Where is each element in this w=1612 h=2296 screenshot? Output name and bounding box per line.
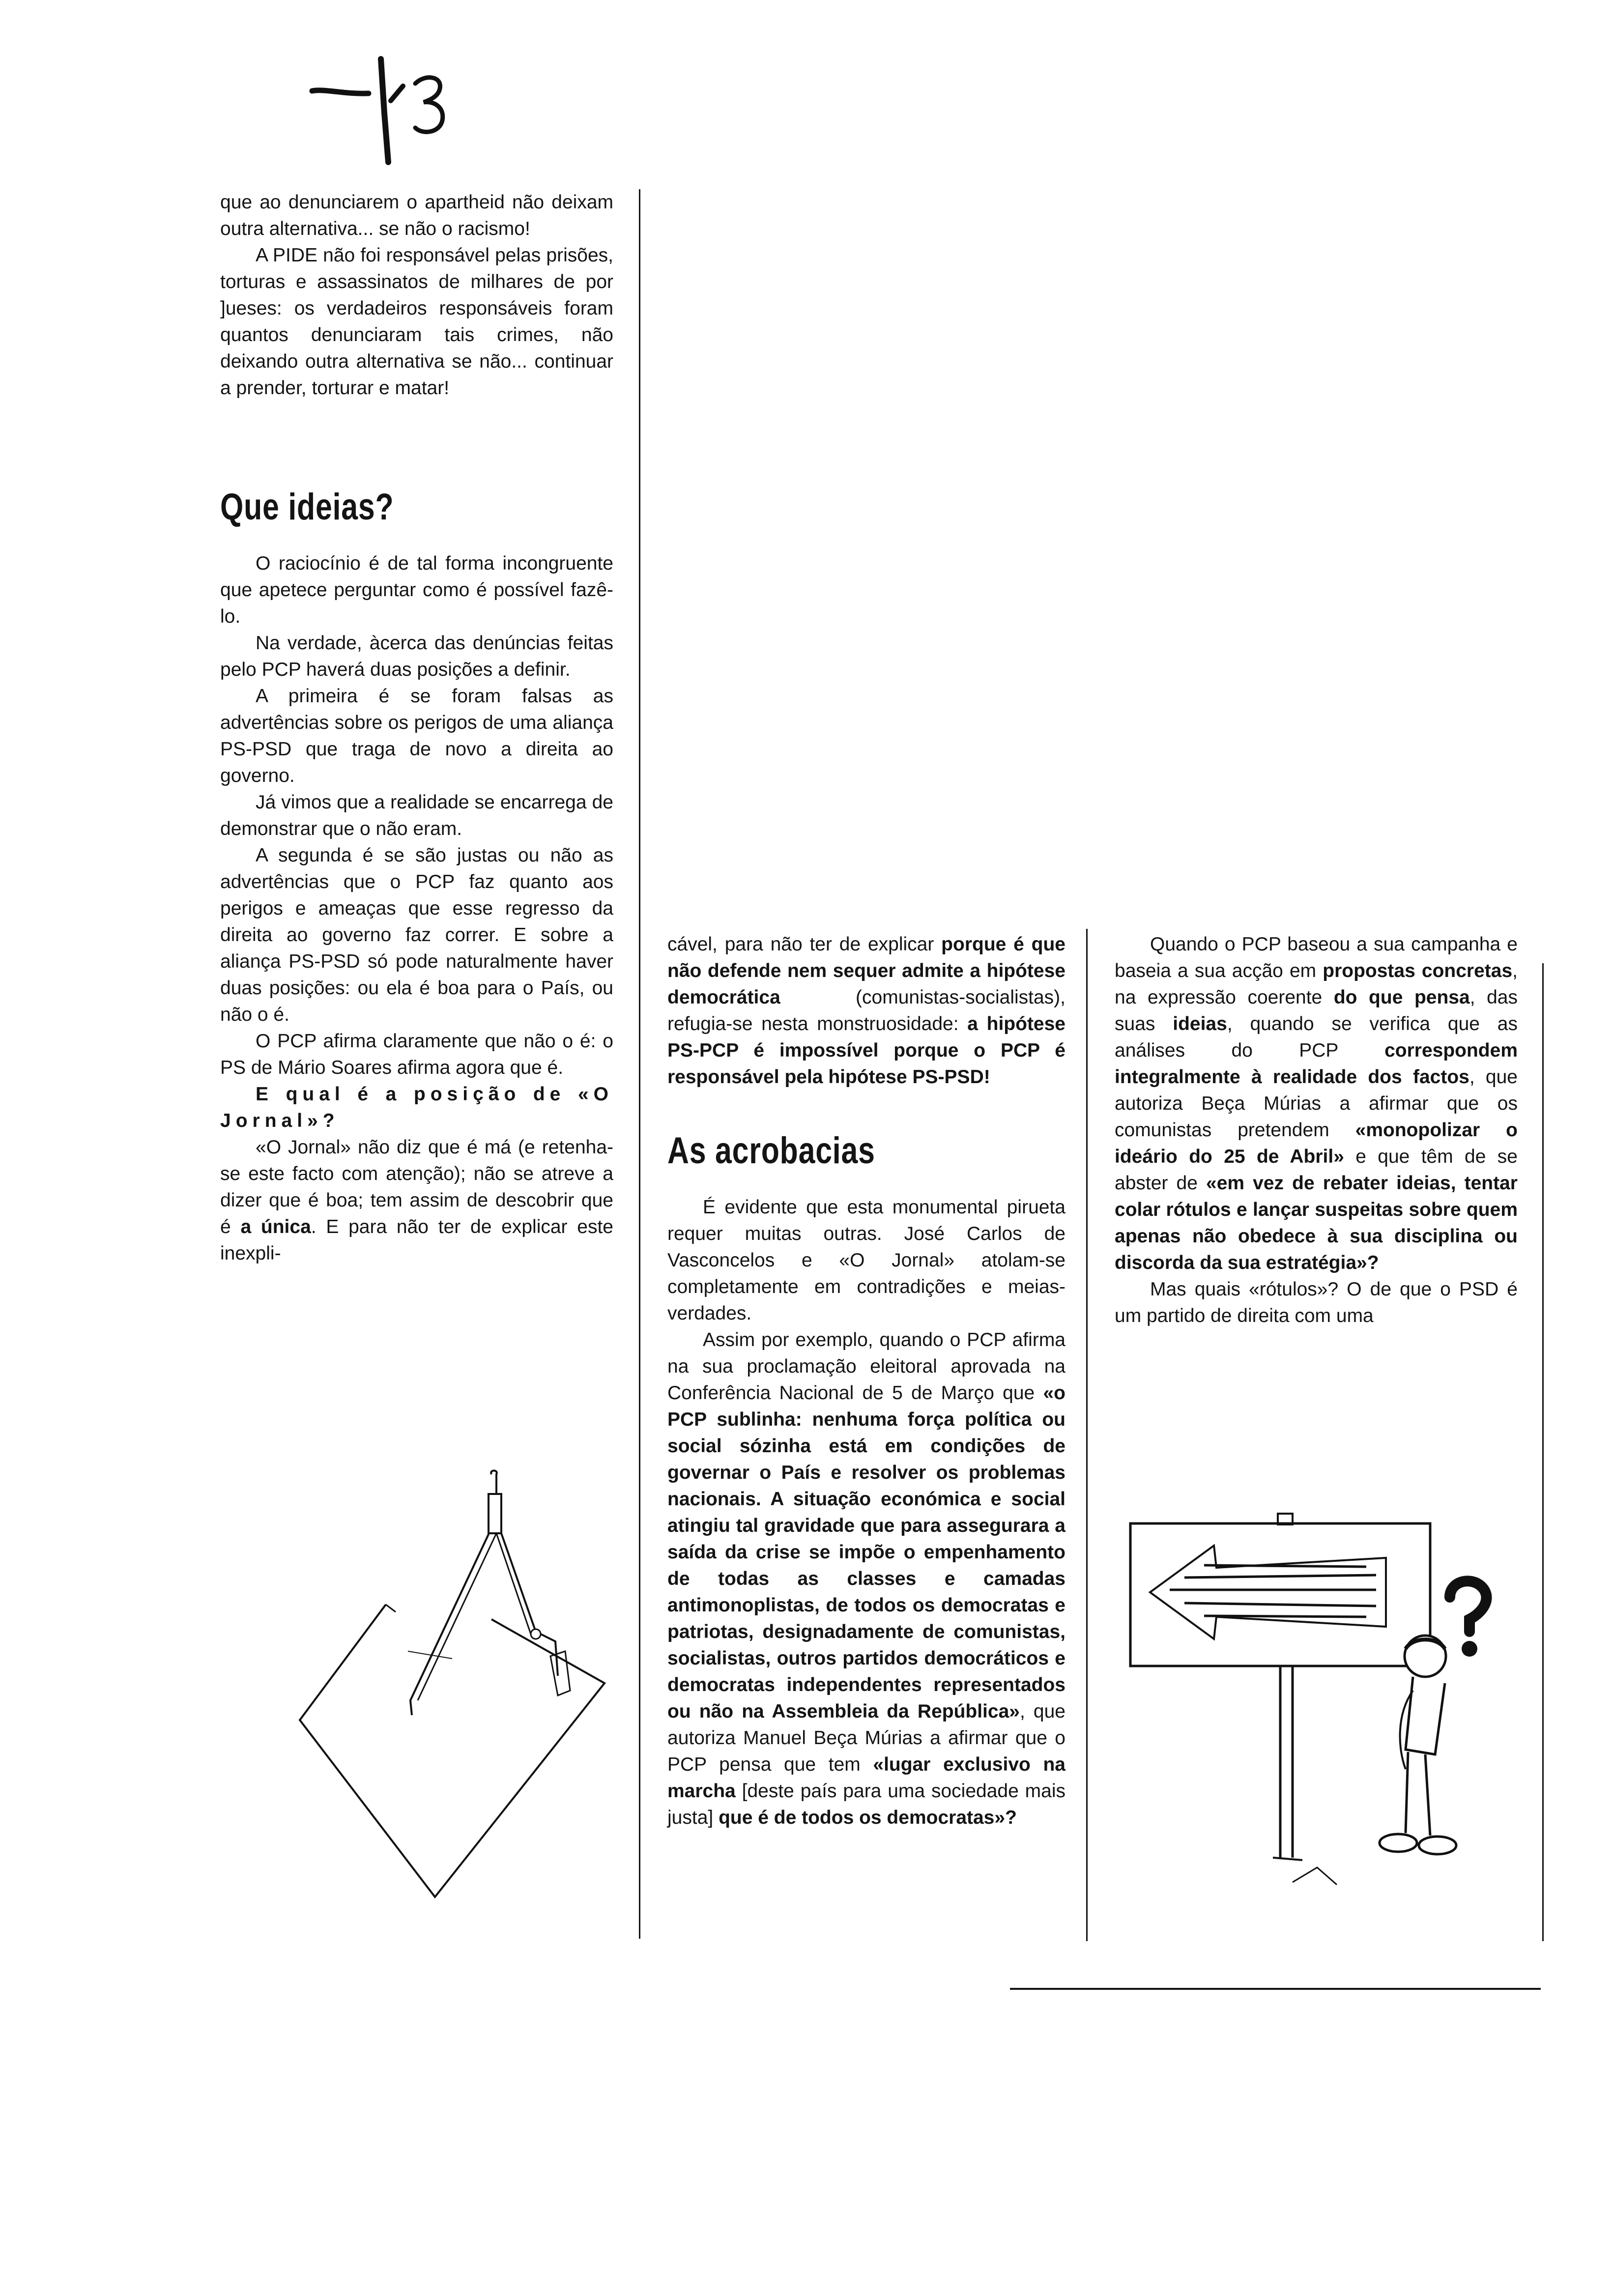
section-heading-as-acrobacias: As acrobacias: [667, 1130, 875, 1172]
paragraph: O PCP afirma claramente que não o é: o PS de Mário Soares afirma agora que é.: [220, 1031, 613, 1078]
paragraph: A segunda é se são justas ou não as advertências que o PCP faz quanto aos perigos e ameaças que esse regresso da direita ao governo faz correr. E sobre a aliança PS-PSD só pode naturalmente haver duas posições: ou ela é boa para o País, ou não o é.: [220, 845, 613, 1025]
bottom-rule: [1010, 1988, 1541, 1990]
paragraph: Na verdade, àcerca das denúncias feitas pelo PCP haverá duas posições a definir.: [220, 632, 613, 680]
paragraph: Mas quais «rótulos»? O de que o PSD é um partido de direita com uma: [1115, 1279, 1518, 1326]
handwritten-page-number: [295, 39, 491, 167]
section-heading-que-ideias: Que ideias?: [220, 486, 394, 528]
paragraph: A PIDE não foi responsável pelas prisões, torturas e assassinatos de milhares de por ]ueses: os verdadeiros responsáveis foram quantos denunciaram tais crimes, não deixando outra alternativa se não... continuar a prender, torturar e matar!: [220, 245, 613, 399]
column-1-body: [220, 550, 613, 1267]
column-divider: [639, 189, 640, 1939]
paragraph: A primeira é se foram falsas as advertências sobre os perigos de uma aliança PS-PSD que traga de novo a direita ao governo.: [220, 686, 613, 786]
right-edge-rule: [1542, 963, 1544, 1941]
paragraph: Assim por exemplo, quando o PCP afirma na sua proclamação eleitoral aprovada na Conferência Nacional de 5 de Março que «o PCP sublinha: nenhuma força política ou social sózinha está em condições de governar o País e resolver os problemas nacionais. A situação económica e social atingiu tal gravidade que para assegurara a saída da crise se impõe o empenhamento de todas as classes e camadas antimonoplistas, de todos os democratas e patriotas, designadamente de comunistas, socialistas, outros partidos democráticos e democratas independentes representados ou não na Assembleia da República», que autoriza Manuel Beça Múrias a afirmar que o PCP pensa que tem «lugar exclusivo na marcha [deste país para uma sociedade mais justa] que é de todos os democratas»?: [667, 1329, 1065, 1828]
column-3-body: [1115, 931, 1518, 1329]
column-2-top: [667, 931, 1065, 1091]
paragraph: Já vimos que a realidade se encarrega de demonstrar que o não eram.: [220, 792, 613, 839]
column-divider: [1086, 929, 1088, 1941]
paragraph: cável, para não ter de explicar porque é que não defende nem sequer admite a hipótese democrática (comunistas-socialistas), refugia-se nesta monstruosidade: a hipótese PS-PCP é impossível porque o PCP é responsável pela hipótese PS-PSD!: [667, 934, 1065, 1088]
compass-illustration: [290, 1464, 634, 1907]
paragraph: que ao denunciarem o apartheid não deixam outra alternativa... se não o racismo!: [220, 192, 613, 239]
paragraph: Quando o PCP baseou a sua campanha e baseia a sua acção em propostas concretas, na expressão coerente do que pensa, das suas ideias, quando se verifica que as análises do PCP correspondem integralmente à realidade dos factos, que autoriza Beça Múrias a afirmar que os comunistas pretendem «monopolizar o ideário do 25 de Abril» e que têm de se abster de «em vez de rebater ideias, tentar colar rótulos e lançar suspeitas sobre quem apenas não obedece à sua disciplina ou discorda da sua estratégia»?: [1115, 934, 1518, 1273]
paragraph: O raciocínio é de tal forma incongruente que apetece perguntar como é possível fazê-lo.: [220, 553, 613, 627]
bold-question: E qual é a posição de «O Jornal»?: [220, 1084, 613, 1131]
signpost-cartoon-illustration: [1130, 1494, 1514, 1917]
column-1-top: [220, 189, 613, 402]
paragraph: É evidente que esta monumental pirueta requer muitas outras. José Carlos de Vasconcelos e «O Jornal» atolam-se completamente em contradições e meias-verdades.: [667, 1197, 1065, 1324]
paragraph: «O Jornal» não diz que é má (e retenha-se este facto com atenção); não se atreve a dizer que é boa; tem assim de descobrir que é a única. E para não ter de explicar este inexpli-: [220, 1137, 613, 1264]
column-2-body: [667, 1194, 1065, 1831]
